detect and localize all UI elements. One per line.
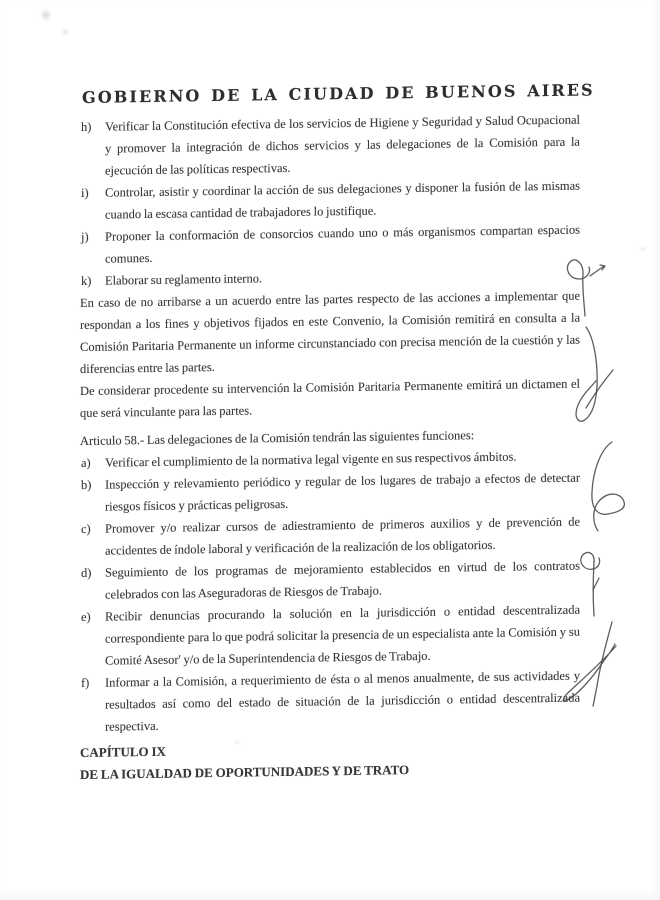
list-item — [80, 175, 580, 226]
list-item-text: Inspección y relevamiento periódico y regular de los lugares de trabajo a efectos de detectar riesgos físicos y prácticas peligrosas. — [105, 470, 580, 514]
list-item — [80, 665, 580, 738]
list-item-text: Verificar la Constitución efectiva de los servicios de Higiene y Seguridad y Salud Ocupacional y promover la integración de dichos servicios y las delegaciones de la Comisión para la ejecución de las políticas respectivas. — [105, 112, 580, 178]
signature-mark-2 — [576, 327, 613, 421]
list-item-marker: k) — [81, 273, 92, 288]
page-content — [80, 80, 595, 786]
list-item-marker: a) — [81, 455, 91, 470]
list-item-marker: b) — [81, 477, 92, 492]
list-item-text: Verificar el cumplimiento de la normativa legal vigente en sus respectivos ámbitos. — [105, 449, 517, 470]
list-item-marker: f) — [81, 675, 90, 690]
scan-smudge — [38, 6, 54, 24]
paragraph: De considerar procedente su intervención la Comisión Paritaria Permanente emitirá un dictamen el que será vinculante para las partes. — [80, 376, 580, 420]
list-item — [80, 467, 580, 518]
list-item-text: Controlar, asistir y coordinar la acción de sus delegaciones y disponer la fusión de las mismas cuando la escasa cantidad de trabajadores lo justifique. — [105, 178, 580, 222]
signature-mark-5 — [564, 622, 616, 706]
signature-mark-1 — [567, 260, 605, 316]
signature-mark-4 — [581, 552, 600, 616]
chapter-subtitle: DE LA IGUALDAD DE OPORTUNIDADES Y DE TRATO — [80, 762, 410, 782]
list-item-marker: d) — [81, 565, 92, 580]
list-item-marker: e) — [81, 609, 91, 624]
list-item-text: Promover y/o realizar cursos de adiestramiento de primeros auxilios y de prevención de accidentes de índole laboral y verificación de la realización de los obligatorios. — [105, 514, 580, 558]
list-item-marker: i) — [81, 185, 89, 200]
list-item — [80, 109, 580, 182]
list-item — [80, 219, 580, 270]
list-item-text: Informar a la Comisión, a requerimiento de ésta o al menos anualmente, de sus actividades y resultados así como del estado de situación de la jurisdicción o entidad descentralizada respectiva. — [105, 668, 580, 734]
list-item — [80, 511, 580, 562]
list-item-marker: h) — [81, 119, 92, 134]
scan-smudge — [58, 26, 72, 38]
signature-mark-3 — [592, 442, 624, 531]
list-item-text: Elaborar su reglamento interno. — [105, 271, 263, 288]
chapter-heading — [80, 735, 580, 786]
letterhead-title: GOBIERNO DE LA CIUDAD DE BUENOS AIRES — [82, 80, 595, 107]
list-item-text: Recibir denuncias procurando la solución en la jurisdicción o entidad descentralizada correspondiente para lo que podrá solicitar la presencia de un especialista ante la Comisión y su Comité Asesor' y/o de la Superintendencia de Riesgos de Trabajo. — [105, 602, 580, 668]
chapter-title: CAPÍTULO IX — [80, 743, 166, 760]
list-item-marker: c) — [81, 521, 91, 536]
paragraph: En caso de no arribarse a un acuerdo entre las partes respecto de las acciones a implementar que respondan a los fines y objetivos fijados en este Convenio, la Comisión remitirá en consulta a la Comisión Paritaria Permanente un informe circunstanciado con precisa mención de la cuestión y las diferencias entre las partes. — [80, 288, 580, 376]
list-item-text: Proponer la conformación de consorcios cuando uno o más organismos compartan espacios comunes. — [105, 222, 580, 266]
list-item — [80, 555, 580, 606]
document-body — [80, 109, 580, 786]
article-heading: Articulo 58.- Las delegaciones de la Comisión tendrán las siguientes funciones: — [80, 428, 475, 448]
list-item — [80, 599, 580, 672]
list-item-marker: j) — [81, 229, 89, 244]
list-item-text: Seguimiento de los programas de mejoramiento establecidos en virtud de los contratos celebrados con las Aseguradoras de Riesgos de Trabajo. — [105, 558, 580, 602]
signature-marks — [552, 238, 647, 723]
